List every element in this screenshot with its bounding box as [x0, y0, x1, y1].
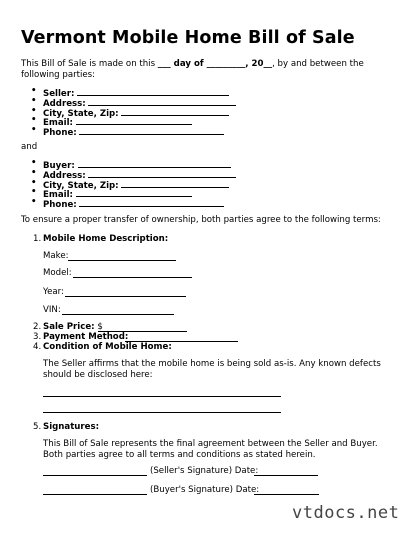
- year-blank[interactable]: [65, 296, 186, 297]
- seller-signature-label: (Seller's Signature) Date:: [150, 466, 259, 476]
- buyer-signature-line[interactable]: [43, 494, 147, 495]
- section-4-number: 4.: [33, 342, 42, 352]
- intro-month-blank[interactable]: _________: [206, 59, 246, 69]
- seller-name-blank[interactable]: [77, 87, 229, 96]
- buyer-address-label: Address:: [43, 170, 86, 181]
- intro-year-prefix: , 20: [245, 59, 264, 69]
- sale-price-label: Sale Price:: [43, 322, 95, 332]
- section-1-heading: Mobile Home Description:: [43, 234, 169, 244]
- seller-email-label: Email:: [43, 118, 73, 129]
- buyer-phone-blank[interactable]: [79, 198, 224, 207]
- seller-name-label: Seller:: [43, 89, 75, 99]
- seller-date-line[interactable]: [254, 475, 318, 476]
- buyer-city-label: City, State, Zip:: [43, 180, 119, 191]
- signatures-text: This Bill of Sale represents the final agreement between the Seller and Buyer. Both parties agree to all terms and conditions as stated herein.: [43, 439, 378, 460]
- seller-phone-field[interactable]: [21, 126, 236, 139]
- seller-email-field[interactable]: [21, 116, 236, 129]
- signatures-heading: Signatures:: [43, 422, 100, 432]
- buyer-name-blank[interactable]: [78, 159, 231, 168]
- buyer-phone-field[interactable]: [21, 198, 236, 211]
- model-label: Model:: [43, 268, 72, 278]
- make-blank[interactable]: [68, 260, 176, 261]
- seller-address-blank[interactable]: [88, 97, 236, 106]
- buyer-signature-label: (Buyer's Signature) Date:: [150, 485, 260, 495]
- seller-address-label: Address:: [43, 98, 86, 109]
- year-label: Year:: [43, 287, 64, 297]
- buyer-name-field[interactable]: [21, 159, 236, 169]
- defects-line-1[interactable]: [43, 396, 281, 397]
- buyer-name-label: Buyer:: [43, 161, 75, 171]
- vin-label: VIN:: [43, 305, 61, 315]
- intro-year-blank[interactable]: __: [263, 59, 273, 69]
- condition-heading: Condition of Mobile Home:: [43, 342, 172, 352]
- section-5-number: 5.: [33, 422, 42, 432]
- section-2-number: 2.: [33, 322, 42, 332]
- buyer-email-field[interactable]: [21, 188, 236, 201]
- currency-symbol: $: [97, 322, 103, 332]
- condition-text: The Seller affirms that the mobile home is being sold as-is. Any known defects should be disclosed here:: [43, 359, 381, 380]
- seller-name-field[interactable]: [21, 87, 236, 97]
- seller-city-blank[interactable]: [121, 107, 229, 116]
- make-label: Make:: [43, 251, 69, 261]
- defects-line-2[interactable]: [43, 412, 281, 413]
- section-3-number: 3.: [33, 332, 42, 342]
- seller-phone-blank[interactable]: [79, 126, 224, 135]
- buyer-field-list: [21, 159, 236, 211]
- buyer-email-blank[interactable]: [76, 188, 192, 197]
- brand-watermark: vtdocs.net: [292, 503, 400, 523]
- section-1-number: 1.: [33, 234, 42, 244]
- seller-city-field[interactable]: [21, 107, 236, 117]
- intro-day-of: day of: [170, 59, 207, 69]
- intro-text-2: , by and between the following parties:: [21, 59, 364, 80]
- intro-day-blank[interactable]: ___: [157, 59, 171, 69]
- buyer-date-line[interactable]: [254, 494, 319, 495]
- payment-method-label: Payment Method:: [43, 332, 129, 342]
- buyer-city-blank[interactable]: [121, 179, 229, 188]
- and-separator: and: [21, 142, 38, 152]
- intro-paragraph: [21, 59, 401, 81]
- document-title: Vermont Mobile Home Bill of Sale: [21, 28, 355, 48]
- seller-field-list: [21, 87, 236, 139]
- seller-signature-line[interactable]: [43, 475, 147, 476]
- terms-intro: To ensure a proper transfer of ownership, both parties agree to the following terms:: [21, 215, 381, 225]
- seller-city-label: City, State, Zip:: [43, 108, 119, 119]
- seller-phone-label: Phone:: [43, 128, 77, 139]
- buyer-phone-label: Phone:: [43, 200, 77, 211]
- buyer-email-label: Email:: [43, 190, 73, 201]
- buyer-city-field[interactable]: [21, 179, 236, 189]
- seller-address-field[interactable]: [21, 97, 236, 107]
- model-blank[interactable]: [73, 277, 192, 278]
- seller-email-blank[interactable]: [76, 116, 192, 125]
- intro-text-1: This Bill of Sale is made on this: [21, 59, 158, 69]
- vin-blank[interactable]: [62, 314, 174, 315]
- buyer-address-blank[interactable]: [88, 169, 236, 178]
- buyer-address-field[interactable]: [21, 169, 236, 179]
